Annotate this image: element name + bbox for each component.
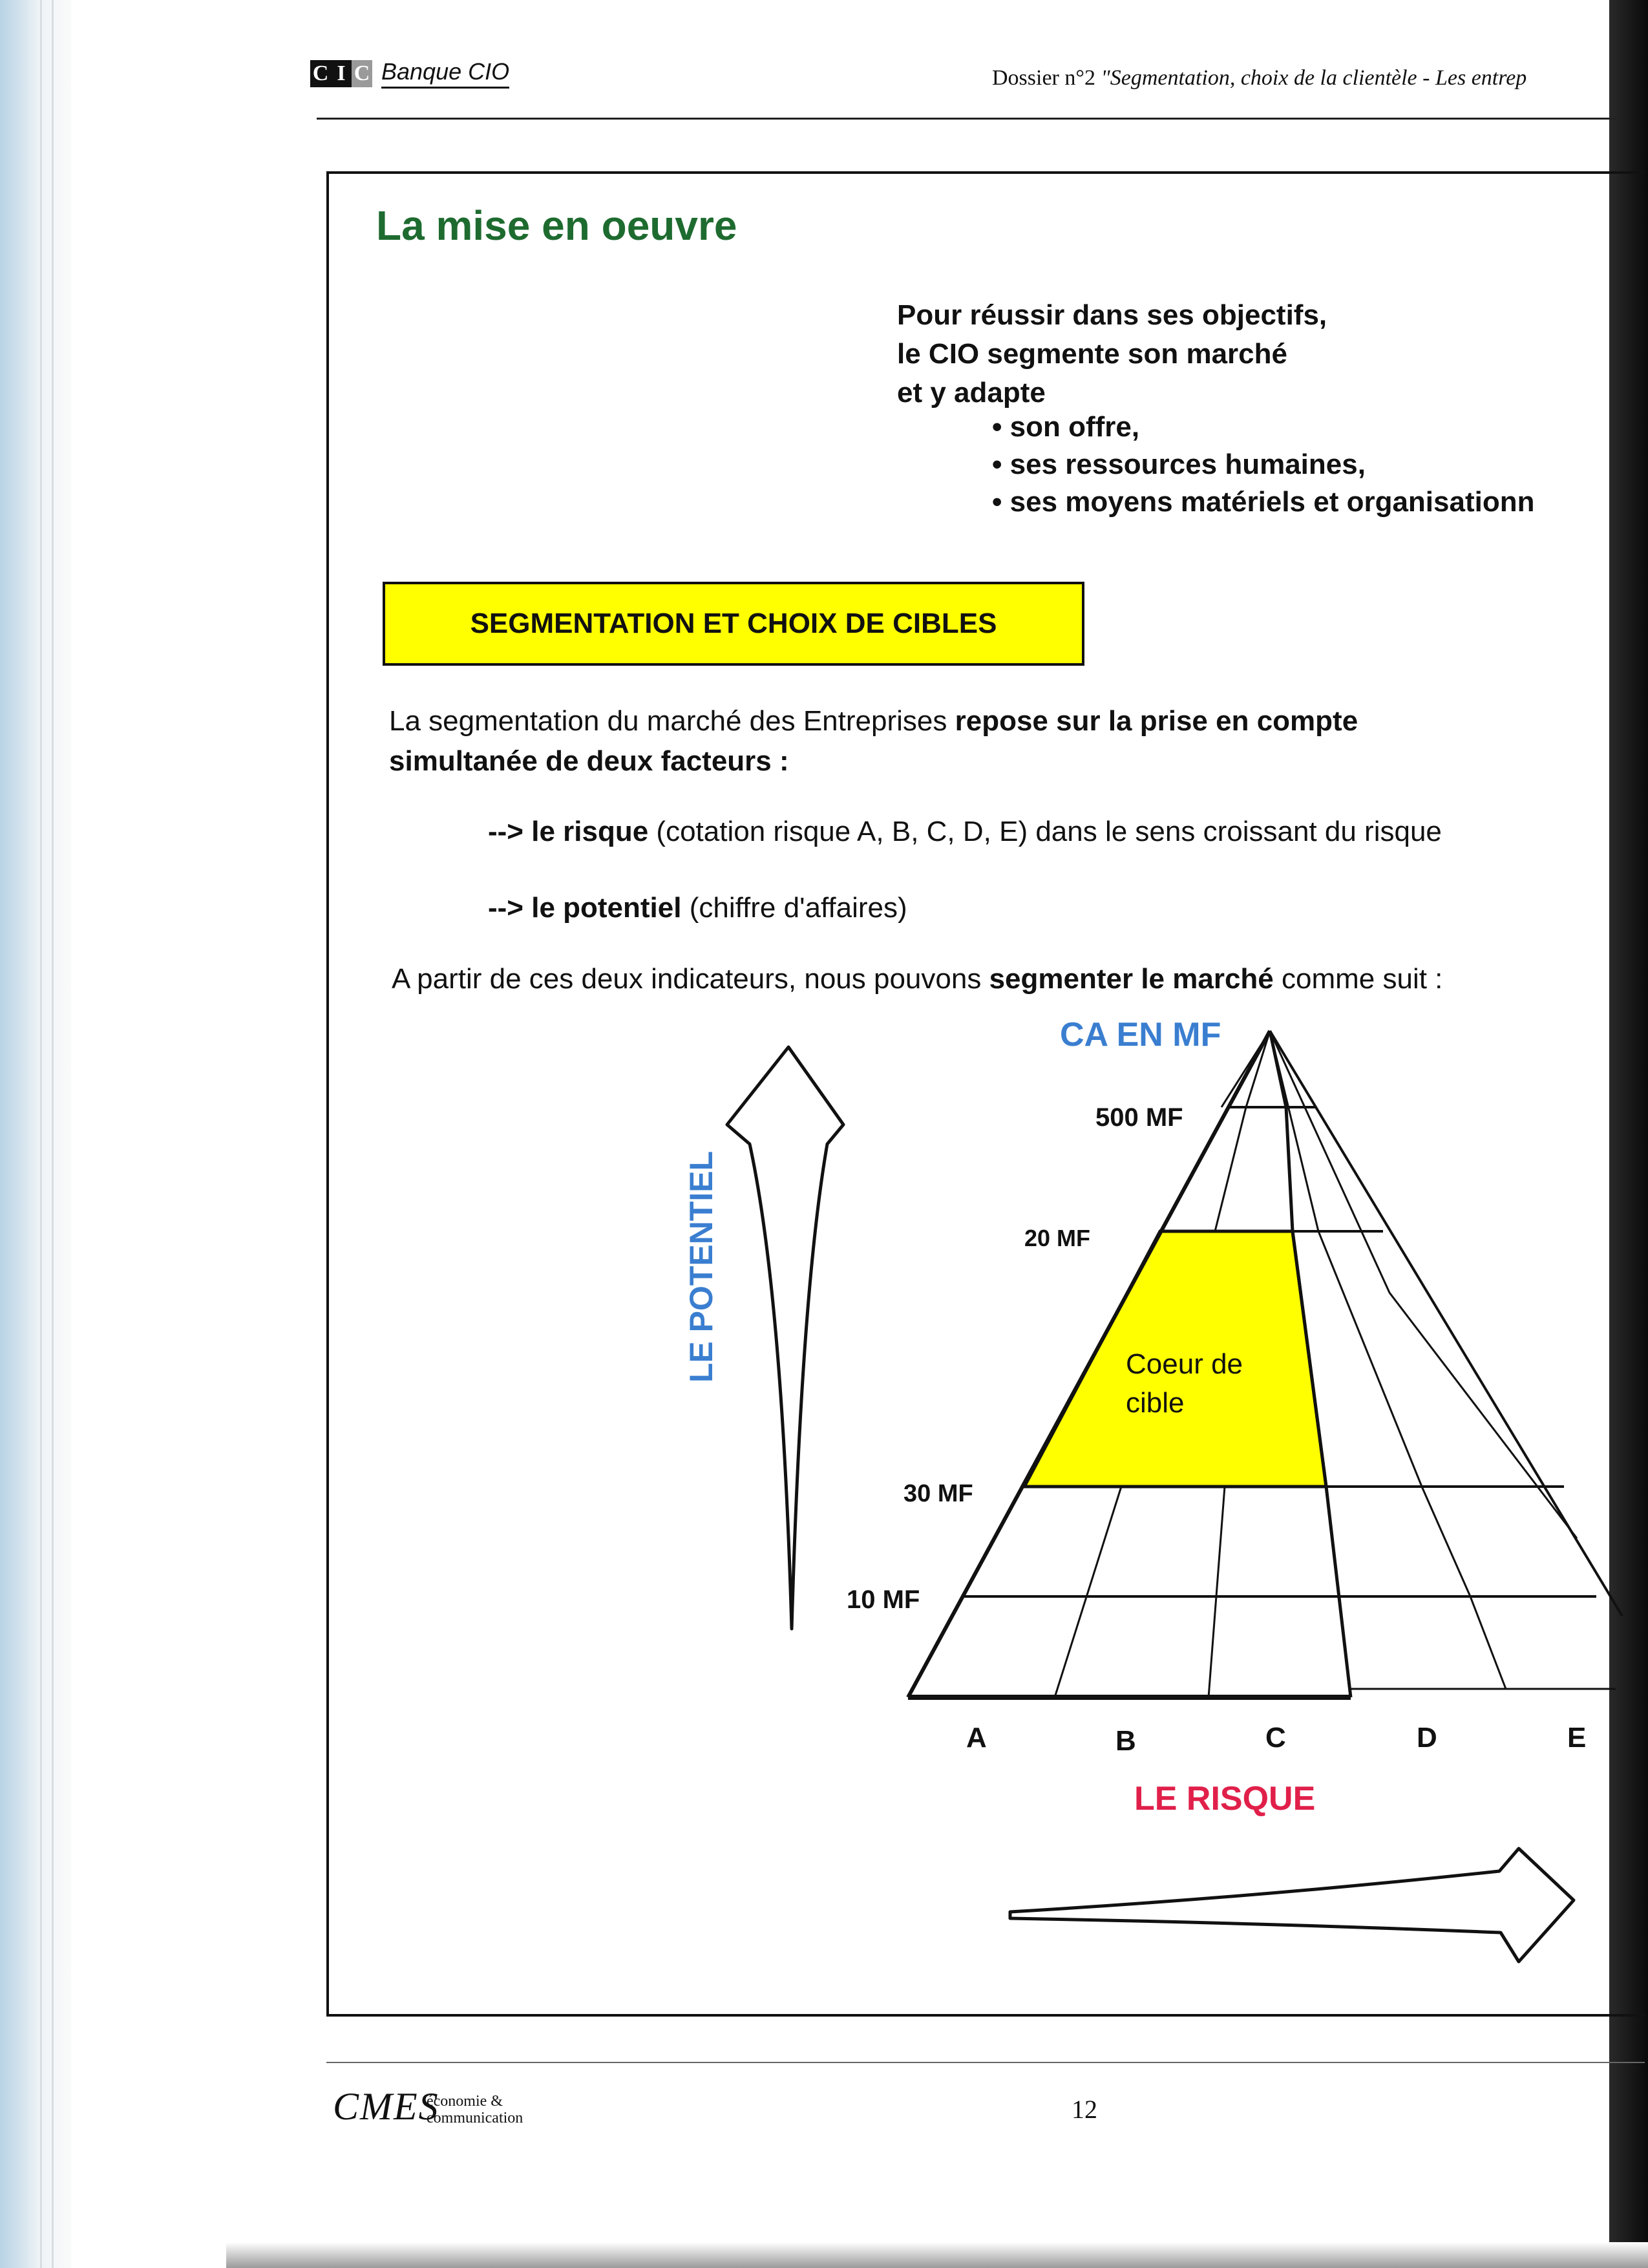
dossier-subtitle: "Segmentation, choix de la clientèle - Les entrep [1101, 66, 1527, 90]
section-heading-box: SEGMENTATION ET CHOIX DE CIBLES [383, 582, 1084, 666]
logo-letter: C [310, 60, 331, 87]
item-text: (cotation risque A, B, C, D, E) dans le sens croissant du risque [648, 816, 1442, 847]
grid-line [1209, 1487, 1225, 1697]
potentiel-text: LE POTENTIEL [683, 1150, 719, 1383]
risk-class-b: B [1115, 1725, 1136, 1757]
footer-divider [326, 2062, 1645, 2063]
paragraph-text: La segmentation du marché des Entreprises [389, 705, 955, 737]
level-label-10: 10 MF [847, 1585, 920, 1614]
target-label-line2: cible [1126, 1387, 1185, 1419]
grid-line [1055, 1487, 1121, 1697]
intro-line: Pour réussir dans ses objectifs, [897, 299, 1327, 331]
dossier-prefix: Dossier n°2 [992, 66, 1101, 90]
item-bold: le potentiel [531, 892, 682, 924]
footer-tagline-line: communication [427, 2110, 523, 2126]
bullet-item: • son offre, [992, 411, 1140, 443]
intro-line: et y adapte [897, 377, 1046, 408]
page-title: La mise en oeuvre [376, 202, 737, 249]
risk-class-c: C [1265, 1722, 1286, 1754]
bullet-item: • ses ressources humaines, [992, 449, 1366, 480]
footer-tagline [427, 2093, 523, 2126]
paragraph-bold: repose sur la prise en compte [955, 705, 1358, 737]
divider-line [1215, 1031, 1270, 1231]
target-label-line1: Coeur de [1126, 1348, 1243, 1380]
paragraph-text: comme suit : [1273, 963, 1443, 995]
ca-axis-title: CA EN MF [1060, 1016, 1221, 1054]
intro-line: le CIO segmente son marché [897, 338, 1287, 370]
level-label-500: 500 MF [1095, 1103, 1183, 1132]
risque-arrow [1010, 1849, 1574, 1962]
page-number: 12 [1072, 2095, 1097, 2124]
level-label-20: 20 MF [1024, 1225, 1091, 1251]
item-arrow: --> [488, 816, 523, 847]
level-label-30: 30 MF [903, 1480, 973, 1507]
risque-label: LE RISQUE [1134, 1780, 1316, 1818]
footer-tagline-line: économie & [427, 2093, 503, 2110]
bullet-item: • ses moyens matériels et organisationn [992, 486, 1535, 518]
risk-class-e: E [1567, 1722, 1587, 1754]
risk-class-d: D [1417, 1722, 1437, 1754]
risk-class-a: A [966, 1722, 987, 1754]
divider-line [1221, 1031, 1270, 1107]
footer-logo: CMES [333, 2085, 439, 2128]
bank-name: Banque CIO [381, 58, 509, 89]
logo-letter: C [352, 60, 372, 87]
paragraph-text: A partir de ces deux indicateurs, nous pouvons [392, 963, 989, 995]
potentiel-arrow [727, 1047, 843, 1629]
item-text: (chiffre d'affaires) [681, 892, 907, 924]
item-arrow: --> [488, 892, 523, 924]
logo-letter: I [331, 60, 352, 87]
item-bold: le risque [531, 816, 649, 847]
paragraph-bold: simultanée de deux facteurs : [389, 745, 789, 777]
paragraph-bold: segmenter le marché [989, 963, 1274, 995]
